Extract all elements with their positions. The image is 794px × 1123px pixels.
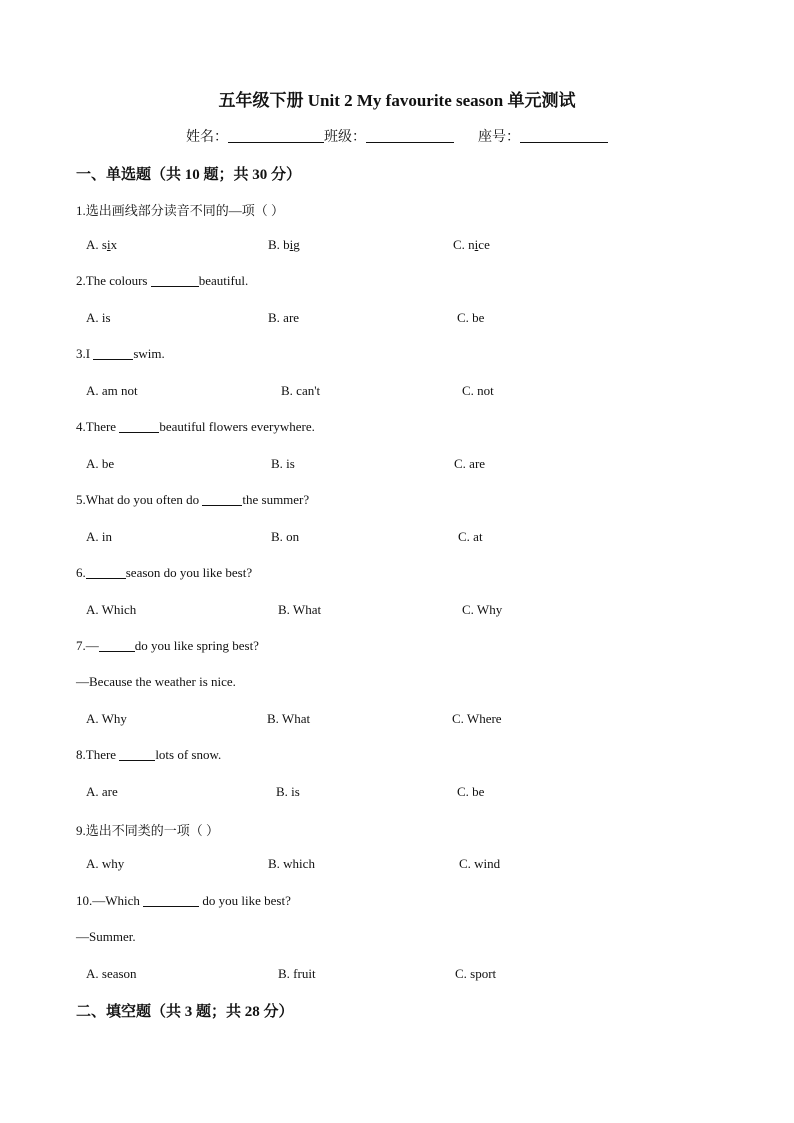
question-text: 7.— <box>76 638 99 653</box>
option-text: g <box>293 237 300 252</box>
q4-option-a[interactable]: A. be <box>86 456 115 471</box>
question-text: the summer? <box>242 492 310 507</box>
underlined-letter: i <box>474 237 479 252</box>
q6-option-b[interactable]: B. What <box>278 602 322 617</box>
question-9 <box>76 820 219 839</box>
question-text: 5.What do you often do <box>76 492 203 507</box>
class-field[interactable] <box>366 127 454 143</box>
q10-option-a[interactable]: A. season <box>86 966 137 981</box>
q1-option-c[interactable] <box>453 237 490 253</box>
name-field[interactable] <box>228 127 324 143</box>
q4-option-b[interactable]: B. is <box>271 456 295 471</box>
option-text: x <box>110 237 118 252</box>
question-text: 9.选出不同类的一项（ ） <box>76 823 220 838</box>
question-8 <box>76 747 221 763</box>
option-text: B. b <box>268 237 290 252</box>
question-text: 4.There <box>76 419 120 434</box>
seat-label: 座号： <box>478 130 520 145</box>
q8-option-c[interactable]: C. be <box>457 784 485 799</box>
question-text: 1.选出画线部分读音不同的—项（ ） <box>76 203 285 218</box>
question-6 <box>76 565 252 581</box>
question-text: do you like best? <box>199 893 291 908</box>
q9-option-b[interactable]: B. which <box>268 856 315 871</box>
q8-option-b[interactable]: B. is <box>276 784 300 799</box>
class-label: 班级： <box>324 130 366 145</box>
section-single-choice: 一、单选题（共 10 题；共 30 分） <box>76 167 302 183</box>
q3-option-b[interactable]: B. can't <box>281 383 321 398</box>
q9-option-a[interactable]: A. why <box>86 856 125 871</box>
question-text: 3.I <box>76 346 94 361</box>
q2-option-c[interactable]: C. be <box>457 310 485 325</box>
q1-option-b[interactable] <box>268 237 300 253</box>
q10-option-b[interactable]: B. fruit <box>278 966 316 981</box>
name-label: 姓名： <box>186 130 228 145</box>
question-1 <box>76 200 284 219</box>
q4-option-c[interactable]: C. are <box>454 456 486 471</box>
answer-blank[interactable] <box>93 347 133 360</box>
question-text: 2.The colours <box>76 273 151 288</box>
answer-blank[interactable] <box>143 894 199 907</box>
question-10 <box>76 893 291 909</box>
q8-option-a[interactable]: A. are <box>86 784 118 799</box>
q7-option-c[interactable]: C. Where <box>452 711 502 726</box>
option-text: C. n <box>453 237 475 252</box>
question-text: season do you like best? <box>125 565 253 580</box>
question-text: 8.There <box>76 747 120 762</box>
answer-blank[interactable] <box>119 420 159 433</box>
question-text: lots of snow. <box>155 747 222 762</box>
question-text: beautiful. <box>198 273 249 288</box>
q6-option-a[interactable]: A. Which <box>86 602 137 617</box>
page-title: 五年级下册 Unit 2 My favourite season 单元测试 <box>218 91 576 110</box>
question-text: 6. <box>76 565 86 580</box>
question-5 <box>76 492 309 508</box>
q5-option-c[interactable]: C. at <box>458 529 483 544</box>
q10-option-c[interactable]: C. sport <box>455 966 497 981</box>
q6-option-c[interactable]: C. Why <box>462 602 503 617</box>
q5-option-a[interactable]: A. in <box>86 529 112 544</box>
question-3 <box>76 346 165 362</box>
question-7-response: —Because the weather is nice. <box>76 674 236 689</box>
student-info <box>186 126 608 146</box>
answer-blank[interactable] <box>86 566 126 579</box>
answer-blank[interactable] <box>151 274 199 287</box>
question-text: swim. <box>133 346 165 361</box>
q3-option-a[interactable]: A. am not <box>86 383 138 398</box>
q7-option-b[interactable]: B. What <box>267 711 311 726</box>
underlined-letter: i <box>289 237 294 252</box>
question-4 <box>76 419 315 435</box>
option-text: A. s <box>86 237 107 252</box>
q3-option-c[interactable]: C. not <box>462 383 494 398</box>
question-2 <box>76 273 248 289</box>
question-7 <box>76 638 259 654</box>
q9-option-c[interactable]: C. wind <box>459 856 501 871</box>
q7-option-a[interactable]: A. Why <box>86 711 127 726</box>
question-text: beautiful flowers everywhere. <box>159 419 315 434</box>
option-text: ce <box>478 237 490 252</box>
seat-field[interactable] <box>520 127 608 143</box>
q1-option-a[interactable] <box>86 237 117 253</box>
answer-blank[interactable] <box>99 639 135 652</box>
section-fill-blank: 二、填空题（共 3 题；共 28 分） <box>76 1004 294 1020</box>
q5-option-b[interactable]: B. on <box>271 529 300 544</box>
question-text: do you like spring best? <box>134 638 259 653</box>
answer-blank[interactable] <box>119 748 155 761</box>
q2-option-b[interactable]: B. are <box>268 310 300 325</box>
q2-option-a[interactable]: A. is <box>86 310 111 325</box>
underlined-letter: i <box>106 237 111 252</box>
question-10-response: —Summer. <box>76 929 136 944</box>
question-text: 10.—Which <box>76 893 144 908</box>
answer-blank[interactable] <box>202 493 242 506</box>
